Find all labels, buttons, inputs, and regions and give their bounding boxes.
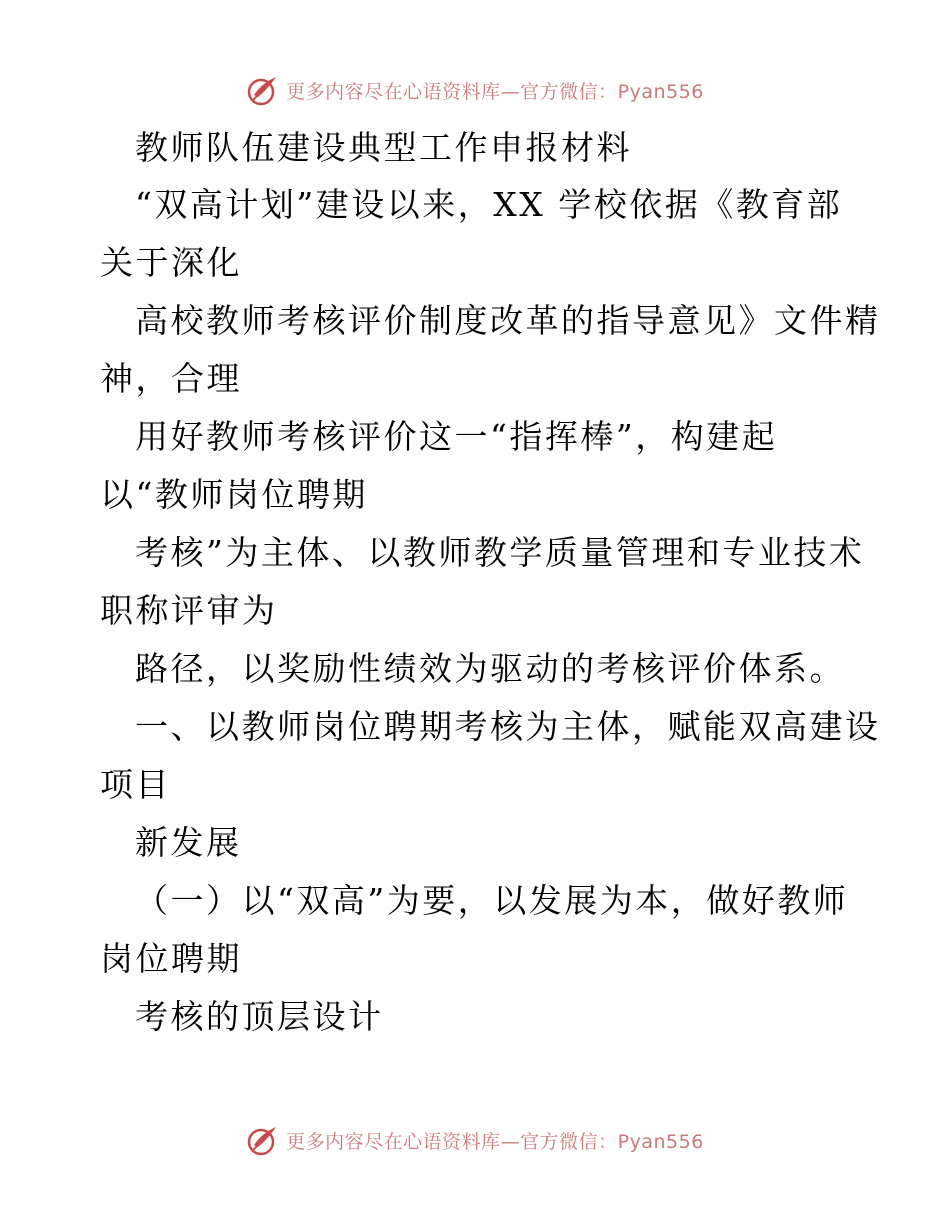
watermark-header xyxy=(0,70,950,110)
subsection-heading-continued: 考核的顶层设计 xyxy=(135,997,384,1036)
paragraph-line: “双高计划”建设以来，XX 学校依据《教育部 xyxy=(135,185,843,224)
section-heading-continued: 项目 xyxy=(100,765,171,804)
watermark-text: 更多内容尽在心语资料库—官方微信：Pyan556 xyxy=(286,80,704,103)
document-title: 教师队伍建设典型工作申报材料 xyxy=(135,128,632,167)
paragraph-line: 神，合理 xyxy=(100,359,242,398)
feather-logo-icon xyxy=(246,1123,280,1157)
watermark-footer xyxy=(0,1120,950,1160)
feather-logo-icon xyxy=(246,73,280,107)
section-heading: 一、以教师岗位聘期考核为主体，赋能双高建设 xyxy=(135,707,881,746)
section-heading-continued: 新发展 xyxy=(135,823,242,862)
paragraph-line: 职称评审为 xyxy=(100,591,278,630)
watermark-text: 更多内容尽在心语资料库—官方微信：Pyan556 xyxy=(286,1130,704,1153)
paragraph-line: 用好教师考核评价这一“指挥棒”，构建起 xyxy=(135,417,778,456)
paragraph-line: 关于深化 xyxy=(100,243,242,282)
paragraph-line: 考核”为主体、以教师教学质量管理和专业技术 xyxy=(135,533,865,572)
subsection-heading-continued: 岗位聘期 xyxy=(100,939,242,978)
subsection-heading: （一）以“双高”为要，以发展为本，做好教师 xyxy=(135,881,849,920)
paragraph-line: 路径，以奖励性绩效为驱动的考核评价体系。 xyxy=(135,649,845,688)
paragraph-line: 以“教师岗位聘期 xyxy=(100,475,368,514)
paragraph-line: 高校教师考核评价制度改革的指导意见》文件精 xyxy=(135,301,881,340)
